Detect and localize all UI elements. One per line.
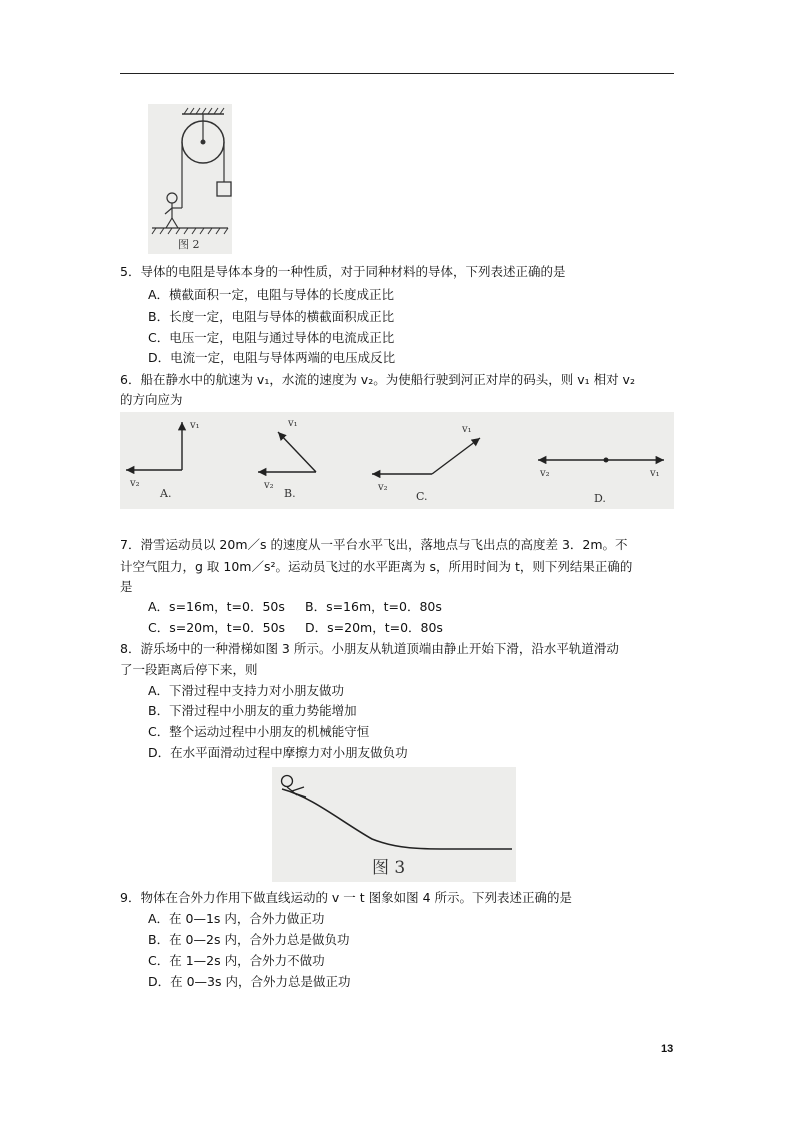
pulley-drawing <box>148 104 232 254</box>
q9-option-a: A．在 0—1s 内，合外力做正功 <box>148 911 325 926</box>
q7-stem-line1: 7．滑雪运动员以 20m／s 的速度从一平台水平飞出，落地点与飞出点的高度差 3．2m。不 <box>120 537 628 552</box>
q8-option-b: B．下滑过程中小朋友的重力势能增加 <box>148 703 357 718</box>
choice-b-label: B. <box>284 487 296 500</box>
choice-c-v1: v₁ <box>462 424 472 435</box>
choice-d-v2: v₂ <box>540 468 550 479</box>
choice-b-diagram <box>258 418 316 500</box>
q6-stem-line1: 6．船在静水中的航速为 v₁，水流的速度为 v₂。为使船行驶到河正对岸的码头，则 v₁ 相对 v₂ <box>120 372 635 387</box>
choice-b-v1: v₁ <box>288 418 298 429</box>
figure-2-caption: 图 2 <box>178 238 200 251</box>
q8-option-a: A．下滑过程中支持力对小朋友做功 <box>148 683 345 698</box>
choice-d-label: D. <box>594 492 606 505</box>
choice-d-diagram <box>538 458 664 506</box>
choice-a-label: A. <box>160 487 172 500</box>
q7-option-d: D．s=20m，t=0．80s <box>305 620 443 635</box>
q5-option-d: D．电流一定，电阻与导体两端的电压成反比 <box>148 350 396 365</box>
q6-vector-drawing <box>120 412 674 509</box>
figure-q6-vectors <box>120 412 674 509</box>
choice-b-v2: v₂ <box>264 480 274 491</box>
q9-option-b: B．在 0—2s 内，合外力总是做负功 <box>148 932 350 947</box>
header-rule <box>120 73 674 74</box>
q9-option-d: D．在 0—3s 内，合外力总是做正功 <box>148 974 351 989</box>
q7-stem-line3: 是 <box>120 579 133 594</box>
q8-option-c: C．整个运动过程中小朋友的机械能守恒 <box>148 724 370 739</box>
figure-2-pulley <box>148 104 232 254</box>
q7-option-c: C．s=20m，t=0．50s <box>148 620 286 635</box>
q8-stem-line2: 了一段距离后停下来，则 <box>120 662 258 677</box>
q7-option-a: A．s=16m，t=0．50s <box>148 599 285 614</box>
q8-stem-line1: 8．游乐场中的一种滑梯如图 3 所示。小朋友从轨道顶端由静止开始下滑，沿水平轨道滑动 <box>120 641 619 656</box>
q6-stem-line2: 的方向应为 <box>120 392 183 407</box>
slide-drawing <box>272 767 516 882</box>
choice-a-v1: v₁ <box>190 420 200 431</box>
q9-stem: 9．物体在合外力作用下做直线运动的 v 一 t 图象如图 4 所示。下列表述正确的是 <box>120 890 573 905</box>
q5-option-b: B．长度一定，电阻与导体的横截面积成正比 <box>148 309 395 324</box>
choice-a-v2: v₂ <box>130 478 140 489</box>
q9-option-c: C．在 1—2s 内，合外力不做功 <box>148 953 325 968</box>
choice-a-diagram <box>126 420 200 500</box>
q5-option-c: C．电压一定，电阻与通过导体的电流成正比 <box>148 330 395 345</box>
figure-3-slide <box>272 767 516 882</box>
q5-stem: 5．导体的电阻是导体本身的一种性质，对于同种材料的导体，下列表述正确的是 <box>120 264 566 279</box>
q5-option-a: A．横截面积一定，电阻与导体的长度成正比 <box>148 287 395 302</box>
choice-c-diagram <box>372 424 480 503</box>
figure-3-caption: 图 3 <box>372 858 406 878</box>
q8-option-d: D．在水平面滑动过程中摩擦力对小朋友做负功 <box>148 745 408 760</box>
q7-option-b: B．s=16m，t=0．80s <box>305 599 442 614</box>
page-number: 13 <box>661 1043 674 1055</box>
choice-c-label: C. <box>416 490 428 503</box>
choice-c-v2: v₂ <box>378 482 388 493</box>
choice-d-v1: v₁ <box>650 468 660 479</box>
q7-stem-line2: 计空气阻力，g 取 10m／s²。运动员飞过的水平距离为 s，所用时间为 t，则下列结果正确的 <box>120 559 633 574</box>
